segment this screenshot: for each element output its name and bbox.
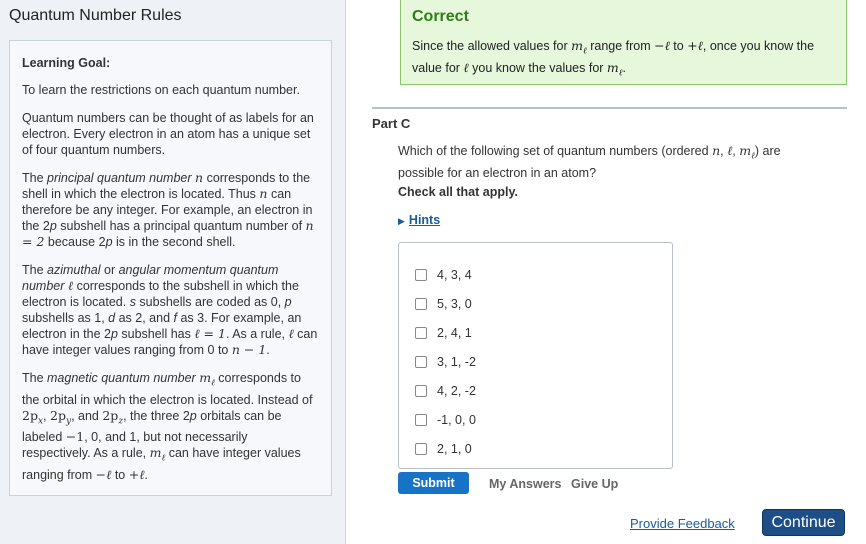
option-label: 5, 3, 0	[437, 296, 472, 311]
hints-label: Hints	[408, 213, 441, 227]
magnetic-paragraph: The magnetic quantum number $m_\ell$ corresponds to the orbital in which the electron is located. Instead of $2p_x$, $2p_y$, and $2p_z$, the three 2p orbitals can be labeled −1, 0, and 1, but not necessarily respectively. As a rule, $m_\ell$ can have integer values ranging from −ℓ to +ℓ.	[22, 370, 313, 482]
hints-toggle[interactable]	[398, 213, 440, 227]
option-row[interactable]	[399, 405, 672, 434]
feedback-text: Since the allowed values for $m_\ell$ range from −ℓ to +ℓ, once you know the value for ℓ you know the values for $m_\ell$.	[412, 38, 815, 78]
answer-options-box	[398, 242, 673, 469]
option-row[interactable]	[399, 318, 672, 347]
option-row[interactable]	[399, 347, 672, 376]
principal-paragraph: The principal quantum number n corresponds to the shell in which the electron is located. Thus n can therefore be any integer. For example, an electron in the 2p subshell has a principal quantum number of n = 2 because 2p is in the second shell.	[22, 170, 314, 249]
option-row[interactable]	[399, 434, 672, 463]
option-row[interactable]	[399, 289, 672, 318]
option-label: 4, 2, -2	[437, 383, 476, 398]
goal-text: To learn the restrictions on each quantum number.	[22, 83, 300, 97]
section-divider	[372, 107, 847, 109]
left-panel	[0, 0, 346, 544]
option-checkbox[interactable]	[415, 356, 427, 368]
goal-heading: Learning Goal:	[22, 56, 111, 70]
option-checkbox[interactable]	[415, 327, 427, 339]
check-all-instruction: Check all that apply.	[398, 185, 518, 199]
option-checkbox[interactable]	[415, 269, 427, 281]
correct-feedback-box	[400, 0, 847, 85]
panel-title: Quantum Number Rules	[9, 7, 182, 24]
option-label: -1, 0, 0	[437, 412, 476, 427]
option-label: 2, 1, 0	[437, 441, 472, 456]
caret-right-icon: ▶	[398, 216, 405, 226]
option-row[interactable]	[399, 260, 672, 289]
question-text: Which of the following set of quantum numbers (ordered n, ℓ, $m_\ell$) are possible for an electron in an atom?	[398, 143, 781, 180]
option-checkbox[interactable]	[415, 443, 427, 455]
part-label: Part C	[372, 116, 411, 131]
submit-button[interactable]: Submit	[398, 472, 469, 494]
option-checkbox[interactable]	[415, 385, 427, 397]
option-checkbox[interactable]	[415, 414, 427, 426]
feedback-title: Correct	[412, 8, 469, 25]
intro-paragraph: Quantum numbers can be thought of as labels for an electron. Every electron in an atom has a unique set of four quantum numbers.	[22, 111, 314, 157]
my-answers-button[interactable]: My Answers	[489, 477, 562, 491]
learning-goal-box	[9, 40, 332, 496]
give-up-button[interactable]: Give Up	[571, 477, 619, 491]
option-row[interactable]	[399, 376, 672, 405]
option-label: 4, 3, 4	[437, 267, 472, 282]
option-checkbox[interactable]	[415, 298, 427, 310]
option-label: 2, 4, 1	[437, 325, 472, 340]
provide-feedback-link[interactable]: Provide Feedback	[630, 516, 735, 531]
option-label: 3, 1, -2	[437, 354, 476, 369]
continue-button[interactable]: Continue	[762, 509, 845, 536]
azimuthal-paragraph: The azimuthal or angular momentum quantum number ℓ corresponds to the subshell in which the electron is located. s subshells are coded as 0, p subshells as 1, d as 2, and f as 3. For example, an electron in the 2p subshell has ℓ = 1. As a rule, ℓ can have integer values ranging from 0 to n − 1.	[22, 263, 318, 357]
